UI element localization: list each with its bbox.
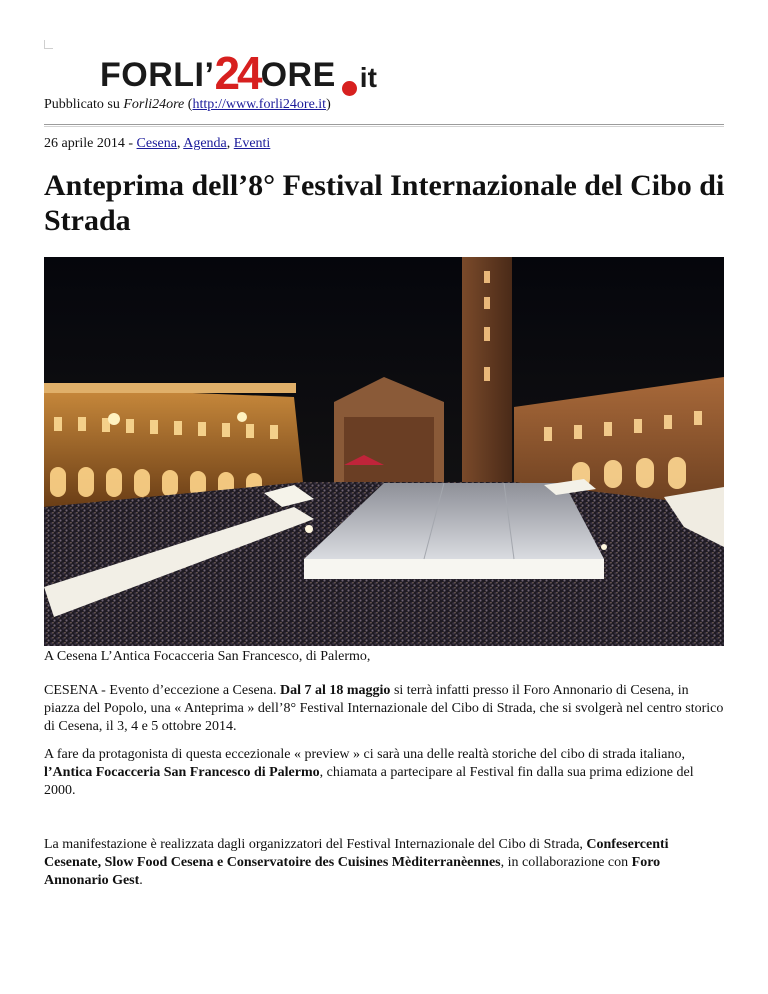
article-paragraph-3 [44, 836, 724, 890]
article-paragraph-2 [44, 746, 724, 800]
p3-bold-organizers: Confesercenti Cesenate, Slow Food Cesena e Conservatoire des Cuisines Mèditerranèennes [44, 837, 669, 870]
article-photo [44, 257, 724, 646]
logo-24-text: 24 [214, 47, 260, 99]
category-sep: , [226, 136, 234, 151]
published-paren-open: ( [184, 97, 193, 112]
site-logo[interactable] [100, 44, 377, 99]
logo-dot-icon [342, 81, 357, 96]
logo-ore-text: ORE [260, 56, 336, 94]
festival-night-scene [44, 257, 724, 646]
article-title: Anteprima dell’8° Festival Internazionale del Cibo di Strada [44, 169, 725, 237]
published-prefix: Pubblicato su [44, 97, 124, 112]
p3-text-2: , in collaborazione con [500, 855, 632, 870]
published-paren-close: ) [326, 97, 331, 112]
p1-text-1: CESENA - Evento d’eccezione a Cesena. [44, 683, 280, 698]
article-date: 26 aprile 2014 [44, 136, 125, 151]
meta-separator: - [124, 136, 137, 151]
category-link-agenda[interactable]: Agenda [183, 136, 227, 151]
published-site-name: Forli24ore [123, 97, 185, 112]
header-divider [44, 124, 724, 127]
p1-bold-dates: Dal 7 al 18 maggio [279, 683, 391, 698]
article-paragraph-1 [44, 682, 724, 736]
category-sep: , [176, 136, 184, 151]
published-url-link[interactable]: http://www.forli24ore.it [192, 97, 327, 112]
p3-text-3: . [139, 873, 143, 888]
published-line [44, 96, 331, 114]
category-link-cesena[interactable]: Cesena [136, 136, 177, 151]
p3-text-1: La manifestazione è realizzata dagli organizzatori del Festival Internazionale del Cibo di Strada, [44, 837, 587, 852]
p2-bold-focacceria: l’Antica Focacceria San Francesco di Palermo [44, 765, 320, 780]
photo-caption: A Cesena L’Antica Focacceria San Francesco, di Palermo, [44, 649, 371, 664]
article-meta [44, 135, 270, 153]
category-link-eventi[interactable]: Eventi [233, 136, 271, 151]
logo-it-text: it [359, 62, 377, 93]
p3-bold-foro: Foro Annonario Gest [44, 855, 661, 888]
p2-text-2: , chiamata a partecipare al Festival fin dalla sua prima edizione del 2000. [44, 765, 694, 798]
p1-text-2: si terrà infatti presso il Foro Annonario di Cesena, in piazza del Popolo, una « Anteprima » dell’8° Festival Internazionale del Cibo di Strada, che si svolgerà nel centro storico di Cesena, il 3, 4 e 5 ottobre 2014. [44, 683, 724, 734]
p2-text-1: A fare da protagonista di questa eccezionale « preview » ci sarà una delle realtà storiche del cibo di strada italiano, [44, 747, 686, 762]
page-corner-mark [44, 40, 53, 49]
logo-forli-text: FORLI’ [100, 56, 215, 94]
